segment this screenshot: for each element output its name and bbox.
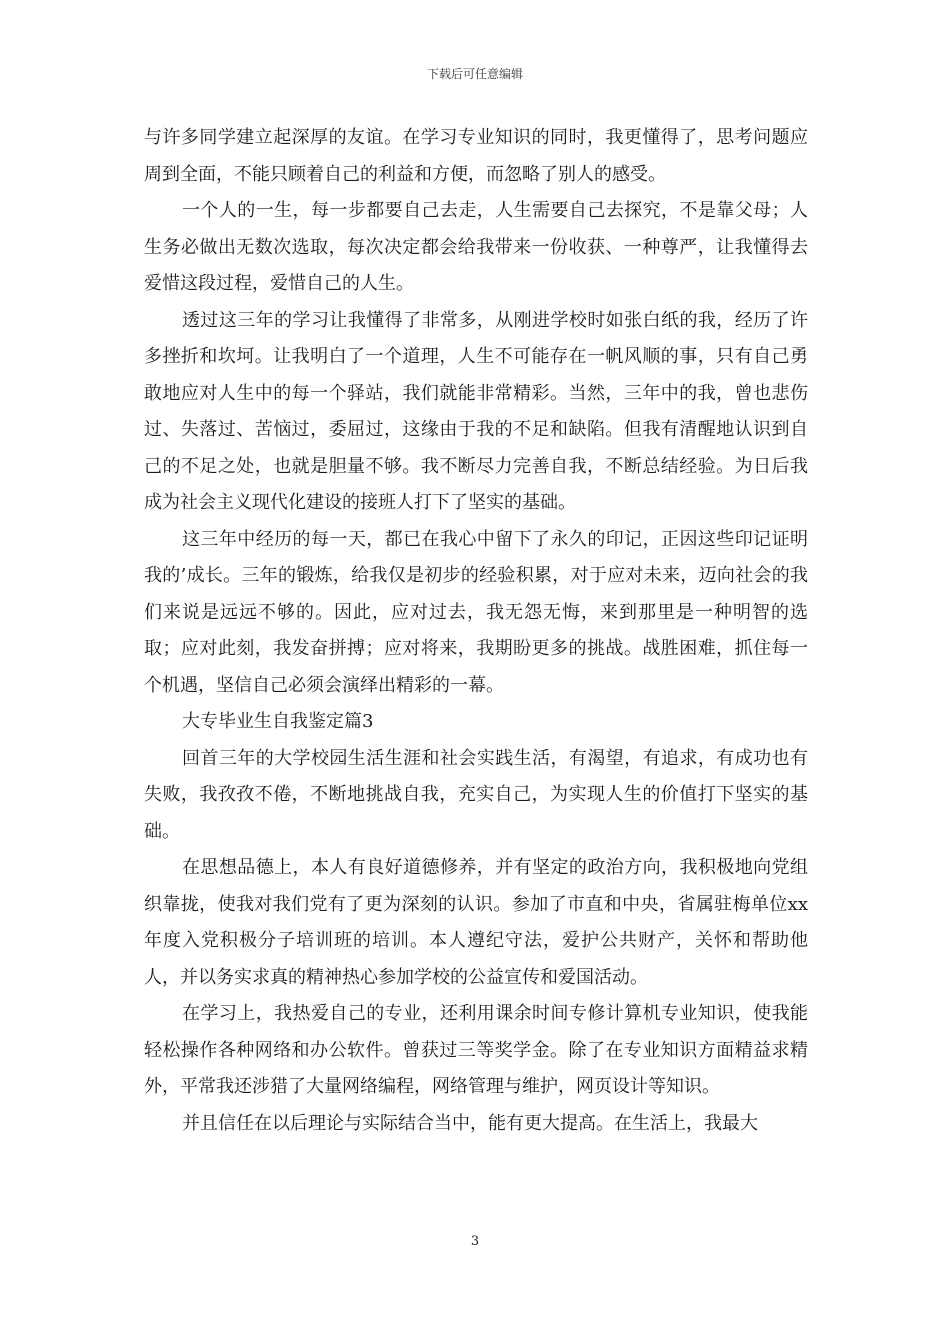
paragraph-6: 在思想品德上，本人有良好道德修养，并有坚定的政治方向，我积极地向党组织靠拢，使我对我们党有了更为深刻的认识。参加了市直和中央，省属驻梅单位xx年度入党积极分子培训班的培训。本人遵纪守法，爱护公共财产，关怀和帮助他人，并以务实求真的精神热心参加学校的公益宣传和爱国活动。 [144,857,808,988]
paragraph-4: 这三年中经历的每一天，都已在我心中留下了永久的印记，正因这些印记证明我的’成长。三年的锻炼，给我仅是初步的经验积累，对于应对未来，迈向社会的我们来说是远远不够的。因此，应对过去，我无怨无悔，来到那里是一种明智的选取；应对此刻，我发奋拼搏；应对将来，我期盼更多的挑战。战胜困难，抓住每一个机遇，坚信自己必须会演绎出精彩的一幕。 [144,528,808,696]
paragraph-3: 透过这三年的学习让我懂得了非常多，从刚进学校时如张白纸的我，经历了许多挫折和坎坷。让我明白了一个道理，人生不可能存在一帆风顺的事，只有自己勇敢地应对人生中的每一个驿站，我们就能非常精彩。当然，三年中的我，曾也悲伤过、失落过、苦恼过，委屈过，这缘由于我的不足和缺陷。但我有清醒地认识到自己的不足之处，也就是胆量不够。我不断尽力完善自我，不断总结经验。为日后我成为社会主义现代化建设的接班人打下了坚实的基础。 [144,309,808,513]
section-heading: 大专毕业生自我鉴定篇3 [182,711,374,732]
page-number: 3 [470,1234,480,1249]
page-header: 下载后可任意编辑 [426,67,523,81]
paragraph-8: 并且信任在以后理论与实际结合当中，能有更大提高。在生活上，我最大 [182,1112,758,1134]
paragraph-5: 回首三年的大学校园生活生涯和社会实践生活，有渴望，有追求，有成功也有失败，我孜孜不倦，不断地挑战自我，充实自己，为实现人生的价值打下坚实的基础。 [144,747,808,842]
paragraph-1: 与许多同学建立起深厚的友谊。在学习专业知识的同时，我更懂得了，思考问题应周到全面，不能只顾着自己的利益和方便，而忽略了别人的感受。 [144,127,808,185]
document-body [144,120,808,1142]
paragraph-2: 一个人的一生，每一步都要自己去走，人生需要自己去探究，不是靠父母；人生务必做出无数次选取，每次决定都会给我带来一份收获、一种尊严，让我懂得去爱惜这段过程，爱惜自己的人生。 [144,200,808,294]
paragraph-7: 在学习上，我热爱自己的专业，还利用课余时间专修计算机专业知识，使我能轻松操作各种网络和办公软件。曾获过三等奖学金。除了在专业知识方面精益求精外，平常我还涉猎了大量网络编程，网络管理与维护，网页设计等知识。 [144,1003,808,1097]
